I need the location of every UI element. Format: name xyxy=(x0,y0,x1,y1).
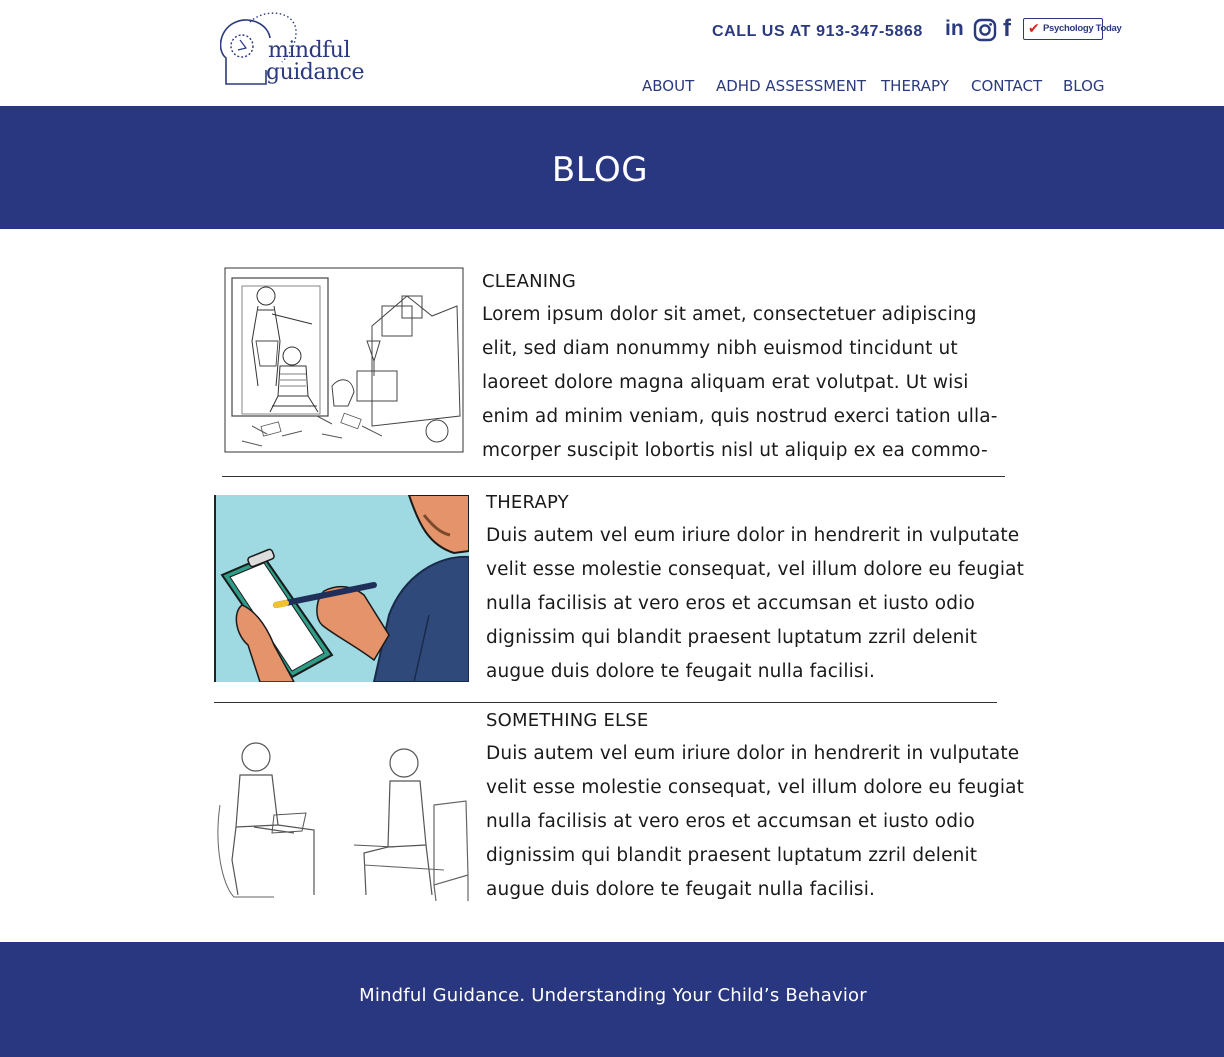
logo[interactable] xyxy=(220,10,370,90)
linkedin-icon[interactable]: in xyxy=(945,17,964,40)
logo-word-guidance: guidance xyxy=(266,60,364,85)
post-body-cleaning: Lorem ipsum dolor sit amet, consectetuer adipiscing elit, sed diam nonummy nibh euismod tincidunt ut laoreet dolore magna aliquam erat volutpat. Ut wisi enim ad minim veniam, quis nostrud exerci tation ulla-mcorper suscipit lobortis nisl ut aliquip ex ea commo- xyxy=(482,304,998,461)
checkmark-icon: ✔ xyxy=(1028,21,1040,37)
footer xyxy=(0,942,1224,1057)
post-title-something-else[interactable]: SOMETHING ELSE xyxy=(486,710,649,731)
psychology-today-badge[interactable] xyxy=(1023,18,1122,40)
nav-adhd-assessment[interactable]: ADHD ASSESSMENT xyxy=(716,77,867,95)
nav-blog[interactable]: BLOG xyxy=(1063,77,1105,95)
phone-number[interactable]: CALL US AT 913-347-5868 xyxy=(712,23,923,40)
instagram-icon[interactable] xyxy=(973,18,997,42)
nav-therapy[interactable]: THERAPY xyxy=(881,77,949,95)
nav-contact[interactable]: CONTACT xyxy=(971,77,1043,95)
page-banner xyxy=(0,106,1224,229)
counseling-sketch-illustration[interactable] xyxy=(214,735,472,901)
cleaning-illustration[interactable] xyxy=(222,266,465,454)
logo-word-mindful: mindful xyxy=(268,38,350,63)
post-title-therapy[interactable]: THERAPY xyxy=(486,492,569,513)
facebook-icon[interactable]: f xyxy=(1003,15,1011,42)
page-title: BLOG xyxy=(551,150,649,190)
nav-about[interactable]: ABOUT xyxy=(642,77,695,95)
post-body-something-else: Duis autem vel eum iriure dolor in hendrerit in vulputate velit esse molestie consequat, vel illum dolore eu feugiat nulla facilisis at vero eros et accumsan et iusto odio dignissim qui blandit praesent luptatum zzril delenit augue duis dolore te feugait nulla facilisi. xyxy=(486,743,1025,900)
post-title-cleaning[interactable]: CLEANING xyxy=(482,271,577,292)
psychology-today-label: Psychology Today xyxy=(1043,23,1122,34)
footer-tagline: Mindful Guidance. Understanding Your Child’s Behavior xyxy=(359,985,867,1006)
post-divider xyxy=(214,702,997,703)
post-divider xyxy=(222,476,1005,477)
therapy-illustration[interactable] xyxy=(214,495,469,682)
post-body-therapy: Duis autem vel eum iriure dolor in hendrerit in vulputate velit esse molestie consequat, vel illum dolore eu feugiat nulla facilisis at vero eros et accumsan et iusto odio dignissim qui blandit praesent luptatum zzril delenit augue duis dolore te feugait nulla facilisi. xyxy=(486,525,1025,682)
